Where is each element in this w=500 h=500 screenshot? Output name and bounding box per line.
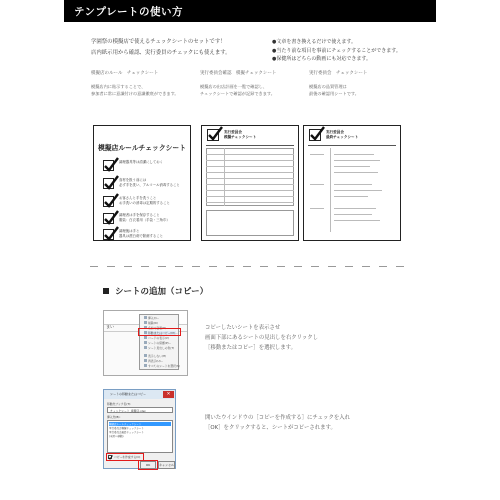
sheet-thumbnail-final[interactable]: [303, 125, 401, 241]
check-item: [103, 228, 185, 242]
divider: [206, 160, 294, 161]
check-item-text: お手洗いの消毒は定期的すること: [119, 201, 170, 205]
divider: [334, 214, 372, 215]
checkbox-checked-icon: [103, 160, 114, 171]
code-icon: [144, 336, 147, 339]
check-item-text: 服装：白衣着用（手袋・三角巾）: [119, 218, 170, 222]
checkbox-checked-icon: [103, 213, 114, 224]
highlight-frame: [138, 328, 181, 336]
menu-item-label: すべてのシートを選択(S): [148, 364, 180, 368]
copy-checkbox-label: コピーを作成する(C): [114, 455, 141, 459]
notes-box: [206, 210, 294, 236]
step1-description: [205, 323, 318, 353]
unhide-icon: [144, 359, 147, 362]
description-line: 画面下部にあるシートの見出しを右クリックし: [205, 335, 318, 341]
column-desc-line: 模擬店の品質管理は: [309, 84, 347, 89]
description-line: ［移動またはコピー］を選択します。: [205, 345, 296, 351]
close-icon[interactable]: ✕: [163, 391, 174, 398]
menu-item-label: コードの表示(V): [148, 336, 169, 340]
sheet-tab-label: まい: [106, 324, 114, 329]
divider: [334, 220, 380, 221]
sheet-title-line: 最終チェックシート: [326, 135, 359, 140]
divider: [206, 154, 294, 155]
check-item: [103, 195, 185, 209]
sheet-title: 模擬店ルールチェックシート: [97, 144, 187, 152]
divider: [310, 208, 324, 209]
section-title-text: シートの追加（コピー）: [115, 287, 209, 297]
intro-line: 店内紙示用から確認、実行委員のチェックにも使えます。: [91, 49, 231, 56]
highlight-frame: [138, 460, 158, 470]
dialog-title: シートの移動またはコピー: [110, 392, 146, 396]
menu-item-label: 名前の変更(R): [148, 326, 167, 330]
dialog-titlebar: [104, 390, 175, 399]
check-item-text: 調理器具等は清潔にしておく: [119, 160, 164, 164]
column-desc-line: チェックシートで確認が記録できます。: [200, 91, 275, 96]
page-title: テンプレートの使い方: [74, 6, 184, 18]
divider: [334, 166, 370, 167]
column-label-1: 模擬店のルール チェックシート: [91, 71, 159, 76]
divider: [206, 196, 294, 197]
check-item-text: 調理者は手を保存すること: [119, 213, 160, 217]
book-label: 移動先ブック名(T):: [107, 402, 132, 406]
insert-icon: [144, 316, 147, 319]
section-divider: [90, 266, 405, 267]
menu-item-label: シートの保護(P)...: [148, 341, 172, 345]
divider: [334, 190, 382, 191]
list-item[interactable]: 実行委員会模擬チェックシート: [109, 427, 144, 430]
divider: [206, 178, 294, 179]
divider: [334, 196, 368, 197]
context-menu: [139, 314, 179, 370]
description-line: コピーしたいシートを表示させ: [205, 325, 281, 331]
step2-description: [205, 413, 350, 433]
sheet-title-line: 実行委員会: [224, 130, 242, 134]
sheet-thumbnail-rules[interactable]: [93, 125, 191, 241]
divider: [308, 145, 396, 146]
divider: [224, 148, 225, 206]
check-item-text: 食材を扱う前には: [119, 178, 147, 182]
square-bullet-icon: [103, 288, 109, 294]
column-desc-line: 模擬店内に貼示することで、: [91, 84, 146, 89]
menu-item-label: 再表示(U)...: [148, 359, 164, 363]
context-menu-screenshot: [103, 310, 188, 376]
sheet-list[interactable]: [107, 420, 173, 453]
intro-bullet: ●当たり前な項目を事前にチェックすることができます。: [272, 47, 401, 54]
check-item-text: 器具は漂白剤で除菌すること: [119, 234, 164, 238]
description-line: 開いたウインドウの［コピーを作成する］にチェックを入れ: [205, 415, 351, 421]
menu-item-label: 削除(D): [148, 321, 158, 325]
list-item[interactable]: (末尾へ移動): [109, 435, 124, 438]
ok-button[interactable]: OK: [140, 461, 156, 469]
checkbox-checked-icon: [103, 178, 114, 189]
divider: [334, 184, 372, 185]
check-item-text: お客さんと手を洗うこと: [119, 196, 157, 200]
sheet-title-line: 模擬チェックシート: [224, 135, 257, 140]
divider: [206, 145, 294, 146]
checkbox-checked-icon: [309, 129, 321, 141]
sheet-thumbnail-committee[interactable]: [201, 125, 299, 241]
cancel-button[interactable]: キャンセル: [159, 463, 175, 467]
divider: [334, 208, 376, 209]
column-desc-line: 模擬店の出店計画を一覧で確認し、: [200, 84, 268, 89]
select-all-icon: [144, 364, 147, 367]
menu-item-label: 挿入(I)...: [148, 316, 160, 320]
sheet-title: [224, 130, 256, 140]
divider: [334, 172, 378, 173]
checkbox-checked-icon: [207, 129, 219, 141]
check-item: [103, 212, 185, 226]
lock-icon: [144, 341, 147, 344]
delete-icon: [144, 321, 147, 324]
divider: [206, 166, 294, 167]
list-item[interactable]: 模擬店ルールチェックシート: [109, 422, 171, 426]
divider: [310, 184, 324, 185]
divider: [206, 190, 294, 191]
book-select-value: チェックシート_模擬店.xlsx: [110, 409, 146, 413]
check-item-text: 必ず手を洗い、アルコール消毒すること: [119, 183, 180, 187]
sheet-title: [326, 130, 358, 140]
intro-line: 学園祭の模擬店で使えるチェックシートのセットです！: [91, 39, 226, 45]
form-table: [206, 148, 294, 206]
intro-bullet: ●保健所はどちらの動画にも対応できます。: [272, 56, 371, 62]
divider: [334, 160, 380, 161]
divider: [206, 202, 294, 203]
before-label: 挿入先(B):: [107, 415, 121, 419]
intro-right: [272, 38, 401, 64]
column-desc-line: 最後の確認用シートです。: [309, 91, 359, 96]
menu-item-tab-color[interactable]: [144, 346, 176, 351]
book-select[interactable]: [107, 407, 173, 413]
menu-item-select-all[interactable]: [144, 364, 180, 369]
column-desc-3: [309, 83, 359, 97]
divider: [206, 172, 294, 173]
intro-bullet: ●文章を書き換えるだけで使えます。: [272, 39, 356, 45]
column-label-3: 実行委員会 チェックシート: [309, 71, 368, 76]
checkbox-checked-icon: [103, 229, 114, 240]
move-copy-dialog-screenshot: [103, 389, 176, 469]
divider: [330, 148, 331, 232]
divider: [334, 154, 374, 155]
check-item-text: 調理後は手と: [119, 229, 140, 233]
menu-item-label: 表示しない(H): [148, 354, 167, 358]
check-item: [103, 159, 185, 173]
page-header: [64, 0, 436, 22]
sheet-title-line: 実行委員会: [326, 130, 344, 134]
column-label-2: 実行委員会確認 模擬チェックシート: [200, 71, 277, 76]
divider: [206, 184, 294, 185]
description-line: ［OK］をクリックすると、シートがコピーされます。: [205, 425, 336, 431]
divider: [310, 154, 324, 155]
column-desc-line: 参加者に常に意識付けの意識徹底ができます。: [91, 91, 179, 96]
menu-item-label: シート見出しの色(T): [148, 346, 175, 350]
column-desc-2: [200, 83, 275, 97]
menu-item-label: 移動またはコピー(M)...: [148, 331, 178, 335]
column-desc-1: [91, 83, 179, 97]
hide-icon: [144, 354, 147, 357]
section-title: [103, 285, 208, 297]
color-icon: [144, 346, 147, 349]
intro-left: [91, 37, 231, 58]
check-item: [103, 177, 185, 191]
list-item[interactable]: 実行委員会最終チェックシート: [109, 431, 144, 434]
checkbox-checked-icon: [103, 196, 114, 207]
